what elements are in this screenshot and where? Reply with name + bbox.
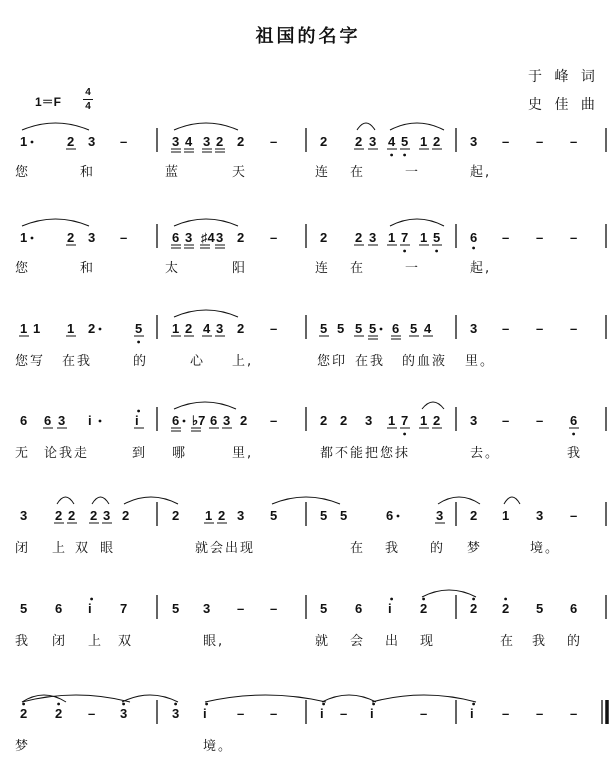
lyric-text: 和 — [80, 261, 96, 276]
lyric-text: 的 — [567, 634, 583, 649]
note: 1 — [67, 321, 75, 336]
note: 2 — [240, 413, 248, 428]
dash-mark: – — [502, 230, 510, 245]
dash-mark: – — [502, 134, 510, 149]
note: 1 — [420, 230, 428, 245]
note: 2 — [502, 601, 510, 616]
dash-mark: – — [237, 706, 245, 721]
lyric-text: 眼 — [100, 541, 116, 556]
note: 5 — [320, 601, 328, 616]
slur-arc — [205, 695, 326, 702]
note: 5 — [320, 508, 328, 523]
dash-mark: – — [270, 230, 278, 245]
octave-dot-low — [403, 433, 406, 436]
octave-dot-low — [472, 247, 475, 250]
note: 2 — [90, 508, 98, 523]
augmentation-dot — [99, 328, 102, 331]
lyric-text: 里, — [232, 446, 254, 461]
note: 5 — [401, 134, 409, 149]
note: 6 — [470, 230, 478, 245]
dash-mark: – — [570, 508, 578, 523]
octave-dot-low — [435, 250, 438, 253]
score-line-6 — [15, 590, 606, 649]
lyric-text: 双 — [75, 541, 91, 556]
note: 3 — [185, 230, 193, 245]
dash-mark: – — [120, 134, 128, 149]
lyric-text: 现 — [420, 634, 436, 649]
note: 3 — [223, 413, 231, 428]
octave-dot-high — [174, 703, 177, 706]
octave-dot-high — [422, 598, 425, 601]
dash-mark: – — [570, 134, 578, 149]
octave-dot-high — [22, 703, 25, 706]
note: 3 — [470, 413, 478, 428]
note: 1 — [388, 413, 396, 428]
note: 5 — [369, 321, 377, 336]
dash-mark: – — [420, 706, 428, 721]
note: i — [135, 413, 139, 428]
song-title: 祖国的名字 — [255, 26, 361, 47]
dash-mark: – — [270, 413, 278, 428]
note: ♭7 — [192, 413, 206, 428]
slur-arc — [372, 695, 476, 702]
dash-mark: – — [570, 230, 578, 245]
octave-dot-high — [472, 598, 475, 601]
slur-arc — [390, 219, 444, 226]
note: i — [470, 706, 474, 721]
lyric-text: 境。 — [203, 739, 234, 754]
dash-mark: – — [120, 230, 128, 245]
dash-mark: – — [570, 321, 578, 336]
dash-mark: – — [536, 230, 544, 245]
note: 2 — [420, 601, 428, 616]
note: 2 — [67, 230, 75, 245]
dash-mark: – — [536, 321, 544, 336]
note: 5 — [410, 321, 418, 336]
dash-mark: – — [536, 706, 544, 721]
note: 5 — [172, 601, 180, 616]
lyric-text: 一 — [405, 261, 421, 276]
note: 5 — [20, 601, 28, 616]
octave-dot-low — [137, 341, 140, 344]
note: 5 — [320, 321, 328, 336]
note: 3 — [536, 508, 544, 523]
note: 5 — [135, 321, 143, 336]
note: 1 — [20, 230, 28, 245]
note: 2 — [55, 508, 63, 523]
note: 5 — [433, 230, 441, 245]
note: 2 — [433, 134, 441, 149]
lyric-text: 心 — [190, 354, 206, 369]
lyric-text: 梦 — [467, 541, 483, 556]
dash-mark: – — [502, 706, 510, 721]
slur-arc — [174, 219, 238, 226]
note: 2 — [355, 134, 363, 149]
note: 3 — [237, 508, 245, 523]
augmentation-dot — [380, 328, 383, 331]
note: 6 — [386, 508, 394, 523]
octave-dot-high — [90, 598, 93, 601]
lyric-text: 的 — [133, 354, 149, 369]
note: 5 — [536, 601, 544, 616]
lyric-text: 到 — [132, 446, 148, 461]
octave-dot-high — [472, 703, 475, 706]
lyric-text: 您 — [15, 165, 31, 180]
note: 3 — [103, 508, 111, 523]
slur-arc — [322, 695, 376, 702]
note: 3 — [369, 134, 377, 149]
slur-arc — [357, 123, 375, 130]
lyric-text: 上 — [88, 634, 104, 649]
note: 3 — [88, 134, 96, 149]
slur-arc — [174, 402, 236, 409]
slur-arc — [174, 310, 238, 317]
note: 3 — [172, 706, 180, 721]
note: 2 — [68, 508, 76, 523]
dash-mark: – — [536, 413, 544, 428]
note: i — [88, 413, 92, 428]
dash-mark: – — [502, 321, 510, 336]
lyricist-credit: 于 峰 词 — [528, 69, 599, 85]
note: 5 — [355, 321, 363, 336]
lyric-text: 在 — [500, 634, 516, 649]
lyric-text: 里。 — [465, 354, 496, 369]
dash-mark: – — [536, 134, 544, 149]
augmentation-dot — [397, 515, 400, 518]
lyric-text: 闭 — [15, 541, 31, 556]
slur-arc — [92, 497, 109, 504]
augmentation-dot — [99, 420, 102, 423]
slur-arc — [57, 497, 74, 504]
lyric-text: 就会出现 — [195, 541, 256, 556]
lyric-text: 在我 — [62, 354, 93, 369]
dash-mark: – — [502, 413, 510, 428]
lyric-text: 在 — [350, 165, 366, 180]
lyric-text: 出 — [385, 634, 401, 649]
note: 1 — [33, 321, 41, 336]
note: 4 — [424, 321, 432, 336]
note: 3 — [216, 230, 224, 245]
note: 2 — [340, 413, 348, 428]
lyric-text: 我 — [532, 634, 548, 649]
note: 6 — [44, 413, 52, 428]
lyric-text: 您印 — [317, 354, 348, 369]
note: 2 — [67, 134, 75, 149]
score-line-3 — [15, 310, 606, 369]
note: 2 — [237, 321, 245, 336]
note: 2 — [355, 230, 363, 245]
note: 1 — [20, 134, 28, 149]
note: 5 — [340, 508, 348, 523]
dash-mark: – — [340, 706, 348, 721]
lyric-text: 去。 — [470, 446, 501, 461]
octave-dot-low — [403, 250, 406, 253]
octave-dot-low — [572, 433, 575, 436]
augmentation-dot — [31, 237, 34, 240]
key-signature: 1＝F — [35, 95, 62, 109]
note: 2 — [237, 134, 245, 149]
note: 3 — [58, 413, 66, 428]
lyric-text: 上, — [232, 354, 254, 369]
slur-arc — [122, 695, 178, 702]
note: 2 — [320, 413, 328, 428]
note: i — [370, 706, 374, 721]
dash-mark: – — [88, 706, 96, 721]
note: 1 — [388, 230, 396, 245]
note: 6 — [570, 413, 578, 428]
lyric-text: 太 — [165, 261, 181, 276]
note: 2 — [88, 321, 96, 336]
slur-arc — [22, 219, 89, 226]
lyric-text: 的 — [430, 541, 446, 556]
lyric-text: 就 — [315, 634, 331, 649]
slur-arc — [422, 590, 476, 597]
note: 6 — [172, 413, 180, 428]
lyric-text: 论我走 — [44, 446, 90, 461]
slur-arc — [22, 123, 89, 130]
note: 5 — [337, 321, 345, 336]
note: 2 — [216, 134, 224, 149]
score-line-2 — [15, 219, 606, 276]
note: 2 — [172, 508, 180, 523]
note: i — [388, 601, 392, 616]
octave-dot-high — [57, 703, 60, 706]
note: 1 — [205, 508, 213, 523]
dash-mark: – — [270, 321, 278, 336]
note: 4 — [388, 134, 396, 149]
dash-mark: – — [237, 601, 245, 616]
octave-dot-high — [122, 703, 125, 706]
lyric-text: 连 — [315, 261, 331, 276]
note: 2 — [320, 134, 328, 149]
note: 3 — [470, 134, 478, 149]
lyric-text: 我 — [567, 446, 583, 461]
lyric-text: 连 — [315, 165, 331, 180]
lyric-text: 我 — [385, 541, 401, 556]
note: 6 — [20, 413, 28, 428]
note: 2 — [55, 706, 63, 721]
note: 2 — [218, 508, 226, 523]
lyric-text: 天 — [232, 165, 248, 180]
lyric-text: 您写 — [15, 354, 46, 369]
meter-top: 4 — [85, 87, 91, 98]
augmentation-dot — [31, 141, 34, 144]
note: 7 — [401, 413, 409, 428]
note: 1 — [172, 321, 180, 336]
dash-mark: – — [570, 706, 578, 721]
note: 7 — [120, 601, 128, 616]
note: 1 — [420, 134, 428, 149]
note: 2 — [320, 230, 328, 245]
note: i — [88, 601, 92, 616]
lyric-text: 的血液 — [402, 354, 448, 369]
note: 2 — [185, 321, 193, 336]
note: 6 — [172, 230, 180, 245]
lyric-text: 在 — [350, 541, 366, 556]
lyric-text: 起, — [470, 261, 492, 276]
note: 3 — [88, 230, 96, 245]
lyric-text: 都不能把您抹 — [320, 446, 411, 461]
octave-dot-low — [403, 154, 406, 157]
lyric-text: 哪 — [172, 446, 188, 461]
note: 6 — [570, 601, 578, 616]
note: 6 — [355, 601, 363, 616]
note: 1 — [20, 321, 28, 336]
lyric-text: 境。 — [530, 541, 561, 556]
octave-dot-high — [205, 703, 208, 706]
note: 3 — [203, 134, 211, 149]
note: 3 — [436, 508, 444, 523]
slur-arc — [438, 497, 480, 504]
octave-dot-low — [390, 154, 393, 157]
note: 3 — [369, 230, 377, 245]
note: 2 — [470, 601, 478, 616]
slur-arc — [174, 123, 238, 130]
note: 3 — [203, 601, 211, 616]
octave-dot-high — [390, 598, 393, 601]
composer-credit: 史 佳 曲 — [528, 97, 599, 113]
lyric-text: 双 — [118, 634, 134, 649]
lyric-text: 起, — [470, 165, 492, 180]
slur-arc — [22, 695, 130, 702]
lyric-text: 蓝 — [165, 165, 181, 180]
lyric-text: 阳 — [232, 261, 248, 276]
note: 5 — [270, 508, 278, 523]
note: 1 — [420, 413, 428, 428]
slur-arc — [124, 497, 178, 504]
note: 2 — [237, 230, 245, 245]
lyric-text: 闭 — [52, 634, 68, 649]
dash-mark: – — [270, 706, 278, 721]
note: 6 — [392, 321, 400, 336]
lyric-text: 上 — [52, 541, 68, 556]
score-line-5 — [15, 497, 606, 556]
note: 2 — [433, 413, 441, 428]
note: 3 — [20, 508, 28, 523]
dash-mark: – — [270, 134, 278, 149]
slur-arc — [504, 497, 520, 504]
note: 3 — [120, 706, 128, 721]
score-line-7 — [15, 695, 607, 754]
octave-dot-high — [372, 703, 375, 706]
octave-dot-high — [322, 703, 325, 706]
note: 3 — [365, 413, 373, 428]
note: 1 — [502, 508, 510, 523]
octave-dot-high — [137, 410, 140, 413]
slur-arc — [390, 123, 444, 130]
note: 6 — [210, 413, 218, 428]
octave-dot-high — [504, 598, 507, 601]
dash-mark: – — [270, 601, 278, 616]
score-line-4 — [15, 402, 606, 461]
note: ♯4 — [201, 230, 215, 245]
lyric-text: 您 — [15, 261, 31, 276]
lyric-text: 和 — [80, 165, 96, 180]
lyric-text: 在我 — [355, 354, 386, 369]
note: 3 — [216, 321, 224, 336]
note: 3 — [470, 321, 478, 336]
note: 4 — [203, 321, 211, 336]
note: i — [320, 706, 324, 721]
meter-bottom: 4 — [85, 101, 91, 112]
note: 7 — [401, 230, 409, 245]
lyric-text: 无 — [15, 446, 31, 461]
note: 6 — [55, 601, 63, 616]
note: 2 — [20, 706, 28, 721]
lyric-text: 眼, — [203, 634, 225, 649]
lyric-text: 在 — [350, 261, 366, 276]
slur-arc — [422, 402, 444, 409]
note: i — [203, 706, 207, 721]
note: 2 — [470, 508, 478, 523]
note: 3 — [172, 134, 180, 149]
score-line-1 — [15, 123, 606, 180]
lyric-text: 梦 — [15, 739, 31, 754]
note: 2 — [122, 508, 130, 523]
lyric-text: 一 — [405, 165, 421, 180]
lyric-text: 我 — [15, 634, 31, 649]
augmentation-dot — [183, 420, 186, 423]
note: 4 — [185, 134, 193, 149]
lyric-text: 会 — [350, 634, 366, 649]
